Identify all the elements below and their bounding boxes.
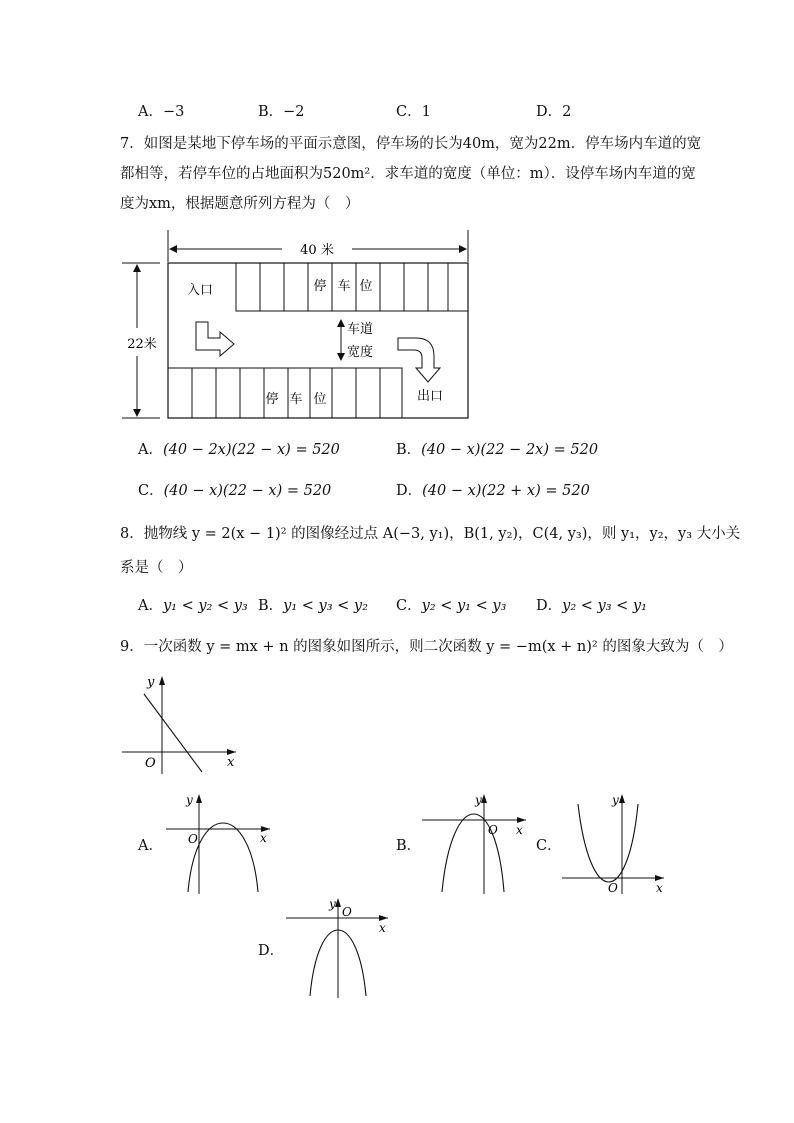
q7-stem-line1: 7．如图是某地下停车场的平面示意图，停车场的长为40m，宽为22m．停车场内车道的宽 bbox=[120, 136, 702, 152]
q7-option-b[interactable]: B．(40 − x)(22 − 2x) = 520 bbox=[396, 442, 599, 458]
q7-option-d[interactable]: D．(40 − x)(22 + x) = 520 bbox=[396, 483, 590, 499]
lane-label-2: 宽度 bbox=[346, 345, 374, 360]
q6-option-c[interactable]: C．1 bbox=[396, 104, 431, 120]
origin-label: O bbox=[342, 905, 352, 919]
q9-option-d[interactable]: D． bbox=[258, 943, 285, 959]
q7-option-a[interactable]: A．(40 − 2x)(22 − x) = 520 bbox=[138, 442, 340, 458]
origin-label: O bbox=[145, 756, 156, 771]
q9-option-b-graph[interactable] bbox=[418, 792, 530, 896]
entrance-label: 入口 bbox=[186, 283, 214, 298]
q9-option-c-graph[interactable] bbox=[558, 792, 670, 896]
axis-y-label: y bbox=[147, 675, 155, 690]
spot-char-1: 停 bbox=[313, 279, 327, 294]
q9-option-a-graph[interactable] bbox=[162, 792, 274, 896]
q6-option-a[interactable]: A．−3 bbox=[138, 104, 185, 120]
q9-option-c[interactable]: C． bbox=[536, 838, 562, 854]
q8-option-b[interactable]: B．y₁ < y₃ < y₂ bbox=[258, 598, 368, 614]
q9-option-a[interactable]: A． bbox=[138, 838, 163, 854]
lane-label-1: 车道 bbox=[346, 322, 374, 337]
exit-arrow-icon bbox=[398, 338, 440, 382]
q7-stem-line2: 都相等，若停车位的占地面积为520m²．求车道的宽度（单位：m）．设停车场内车道的宽 bbox=[120, 166, 696, 182]
axis-y-label: y bbox=[612, 793, 619, 807]
linear-function-graph bbox=[118, 672, 244, 776]
origin-label: O bbox=[188, 832, 198, 846]
axis-x-label: x bbox=[227, 755, 235, 770]
q8-stem-line1: 8．抛物线 y = 2(x − 1)² 的图像经过点 A(−3, y₁)，B(1, y₂)，C(4, y₃)，则 y₁，y₂，y₃ 大小关 bbox=[120, 526, 741, 542]
spot-char-5: 车 bbox=[289, 392, 303, 407]
spot-char-6: 位 bbox=[313, 392, 327, 407]
q9-option-b[interactable]: B． bbox=[396, 838, 422, 854]
exit-label: 出口 bbox=[416, 389, 444, 404]
q7-option-c[interactable]: C．(40 − x)(22 − x) = 520 bbox=[138, 483, 332, 499]
q6-option-d[interactable]: D．2 bbox=[536, 104, 572, 120]
origin-label: O bbox=[488, 823, 498, 837]
axis-y-label: y bbox=[186, 793, 193, 807]
axis-y-label: y bbox=[329, 897, 336, 911]
q8-option-c[interactable]: C．y₂ < y₁ < y₃ bbox=[396, 598, 507, 614]
q8-stem-line2: 系是（ ） bbox=[120, 560, 193, 576]
axis-x-label: x bbox=[656, 881, 663, 895]
axis-x-label: x bbox=[260, 831, 267, 845]
entry-arrow-icon bbox=[196, 322, 234, 356]
spot-char-2: 车 bbox=[337, 279, 351, 294]
q7-stem-line3: 度为xm，根据题意所列方程为（ ） bbox=[120, 196, 360, 212]
spot-char-3: 位 bbox=[359, 279, 373, 294]
axis-y-label: y bbox=[475, 793, 482, 807]
width-label: 40 米 bbox=[300, 243, 334, 258]
q8-option-d[interactable]: D．y₂ < y₃ < y₁ bbox=[536, 598, 647, 614]
height-label: 22米 bbox=[127, 337, 157, 352]
origin-label: O bbox=[608, 881, 618, 895]
q9-stem-line1: 9．一次函数 y = mx + n 的图象如图所示，则二次函数 y = −m(x + n)² 的图象大致为（ ） bbox=[120, 639, 733, 655]
q9-option-d-graph[interactable] bbox=[282, 896, 394, 1000]
parking-lot-figure bbox=[110, 228, 480, 428]
q6-option-b[interactable]: B．−2 bbox=[258, 104, 305, 120]
spot-char-4: 停 bbox=[265, 392, 279, 407]
axis-x-label: x bbox=[379, 921, 386, 935]
q8-option-a[interactable]: A．y₁ < y₂ < y₃ bbox=[138, 598, 248, 614]
axis-x-label: x bbox=[516, 823, 523, 837]
